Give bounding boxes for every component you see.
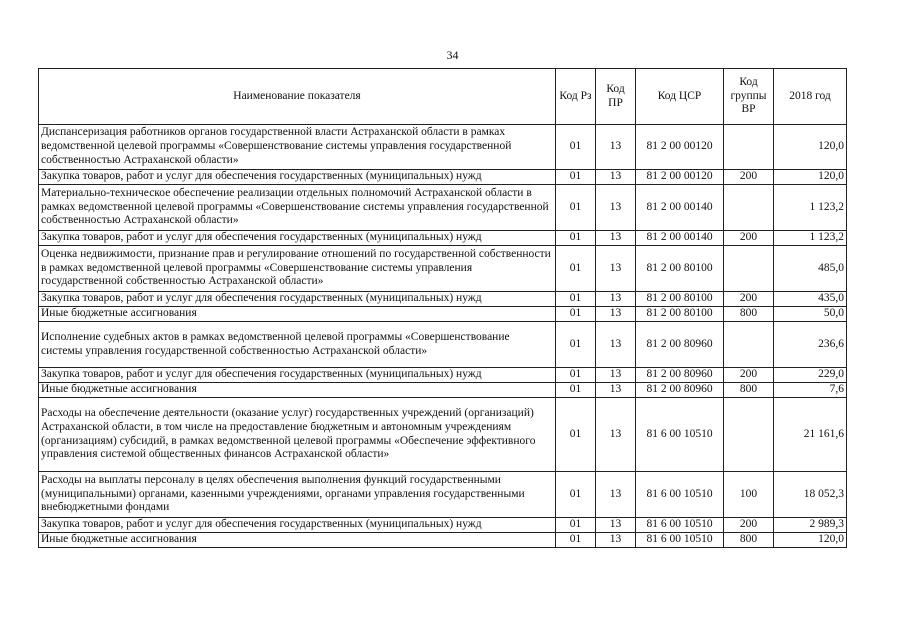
row-vr: 200 xyxy=(724,170,774,185)
budget-table xyxy=(38,68,847,548)
column-header-year: 2018 год xyxy=(774,69,847,125)
row-rz: 01 xyxy=(556,368,596,383)
row-csr: 81 2 00 80960 xyxy=(636,383,724,398)
row-name: Материально-техническое обеспечение реализации отдельных полномочий Астраханской области в рамках ведомственной целевой программы «Совершенствование системы управления государственной собственностью Астраханской области» xyxy=(39,185,556,231)
row-csr: 81 6 00 10510 xyxy=(636,472,724,518)
row-name: Исполнение судебных актов в рамках ведомственной целевой программы «Совершенствование системы управления государственной собственностью Астраханской области» xyxy=(39,322,556,368)
row-csr: 81 2 00 80100 xyxy=(636,307,724,322)
table-row xyxy=(39,185,847,231)
row-vr xyxy=(724,246,774,292)
row-sum: 1 123,2 xyxy=(774,231,847,246)
row-rz: 01 xyxy=(556,322,596,368)
row-name: Закупка товаров, работ и услуг для обеспечения государственных (муниципальных) нужд xyxy=(39,368,556,383)
row-sum: 485,0 xyxy=(774,246,847,292)
row-vr: 800 xyxy=(724,533,774,548)
row-sum: 2 989,3 xyxy=(774,518,847,533)
page-number: 34 xyxy=(446,48,459,62)
row-csr: 81 2 00 80100 xyxy=(636,292,724,307)
row-sum: 435,0 xyxy=(774,292,847,307)
row-pr: 13 xyxy=(596,518,636,533)
row-name: Закупка товаров, работ и услуг для обеспечения государственных (муниципальных) нужд xyxy=(39,518,556,533)
table-row xyxy=(39,398,847,472)
row-csr: 81 2 00 80960 xyxy=(636,322,724,368)
row-name: Диспансеризация работников органов государственной власти Астраханской области в рамках ведомственной целевой программы «Совершенствование системы управления государственной собственностью Астраханской области» xyxy=(39,125,556,170)
table-row xyxy=(39,472,847,518)
row-vr xyxy=(724,125,774,170)
row-sum: 236,6 xyxy=(774,322,847,368)
row-pr: 13 xyxy=(596,383,636,398)
table-row xyxy=(39,292,847,307)
row-sum: 21 161,6 xyxy=(774,398,847,472)
row-name: Расходы на обеспечение деятельности (оказание услуг) государственных учреждений (организаций) Астраханской области, в том числе на предоставление бюджетным и автономным учреждениям (организациям) субсидий, в рамках ведомственной целевой программы «Обеспечение эффективного управления системой общественных финансов Астраханской области» xyxy=(39,398,556,472)
row-csr: 81 2 00 00120 xyxy=(636,125,724,170)
row-pr: 13 xyxy=(596,170,636,185)
row-rz: 01 xyxy=(556,472,596,518)
row-name: Иные бюджетные ассигнования xyxy=(39,533,556,548)
row-vr: 200 xyxy=(724,518,774,533)
row-name: Закупка товаров, работ и услуг для обеспечения государственных (муниципальных) нужд xyxy=(39,170,556,185)
row-pr: 13 xyxy=(596,472,636,518)
row-name: Иные бюджетные ассигнования xyxy=(39,307,556,322)
table-row xyxy=(39,518,847,533)
row-rz: 01 xyxy=(556,246,596,292)
row-pr: 13 xyxy=(596,307,636,322)
column-header-rz: Код Рз xyxy=(556,69,596,125)
row-pr: 13 xyxy=(596,125,636,170)
row-pr: 13 xyxy=(596,231,636,246)
row-csr: 81 6 00 10510 xyxy=(636,533,724,548)
table-row xyxy=(39,383,847,398)
row-rz: 01 xyxy=(556,533,596,548)
row-pr: 13 xyxy=(596,398,636,472)
row-vr xyxy=(724,398,774,472)
row-pr: 13 xyxy=(596,292,636,307)
table-header-row xyxy=(39,69,847,125)
row-sum: 120,0 xyxy=(774,125,847,170)
row-sum: 18 052,3 xyxy=(774,472,847,518)
row-vr xyxy=(724,185,774,231)
row-vr: 200 xyxy=(724,368,774,383)
table-row xyxy=(39,231,847,246)
row-name: Расходы на выплаты персоналу в целях обеспечения выполнения функций государственными (муниципальными) органами, казенными учреждениями, органами управления государственными внебюджетными фондами xyxy=(39,472,556,518)
row-rz: 01 xyxy=(556,170,596,185)
column-header-vr: Код группы ВР xyxy=(724,69,774,125)
row-vr: 200 xyxy=(724,292,774,307)
column-header-pr: Код ПР xyxy=(596,69,636,125)
row-rz: 01 xyxy=(556,383,596,398)
table-row xyxy=(39,368,847,383)
row-sum: 229,0 xyxy=(774,368,847,383)
table-row xyxy=(39,533,847,548)
table-row xyxy=(39,125,847,170)
row-pr: 13 xyxy=(596,246,636,292)
row-pr: 13 xyxy=(596,368,636,383)
row-name: Закупка товаров, работ и услуг для обеспечения государственных (муниципальных) нужд xyxy=(39,292,556,307)
table-row xyxy=(39,246,847,292)
row-rz: 01 xyxy=(556,398,596,472)
row-sum: 120,0 xyxy=(774,533,847,548)
row-vr: 800 xyxy=(724,383,774,398)
row-pr: 13 xyxy=(596,322,636,368)
column-header-csr: Код ЦСР xyxy=(636,69,724,125)
row-name: Иные бюджетные ассигнования xyxy=(39,383,556,398)
row-name: Оценка недвижимости, признание прав и регулирование отношений по государственной собственности в рамках ведомственной целевой программы «Совершенствование системы управления государственной собственностью Астраханской области» xyxy=(39,246,556,292)
row-sum: 7,6 xyxy=(774,383,847,398)
table-row xyxy=(39,170,847,185)
row-sum: 50,0 xyxy=(774,307,847,322)
row-vr: 200 xyxy=(724,231,774,246)
table-row xyxy=(39,307,847,322)
row-csr: 81 2 00 80100 xyxy=(636,246,724,292)
row-csr: 81 2 00 00140 xyxy=(636,231,724,246)
row-rz: 01 xyxy=(556,292,596,307)
row-csr: 81 6 00 10510 xyxy=(636,518,724,533)
row-csr: 81 2 00 00140 xyxy=(636,185,724,231)
row-rz: 01 xyxy=(556,518,596,533)
row-csr: 81 2 00 00120 xyxy=(636,170,724,185)
row-rz: 01 xyxy=(556,231,596,246)
column-header-name: Наименование показателя xyxy=(39,69,556,125)
row-rz: 01 xyxy=(556,125,596,170)
row-pr: 13 xyxy=(596,185,636,231)
row-name: Закупка товаров, работ и услуг для обеспечения государственных (муниципальных) нужд xyxy=(39,231,556,246)
row-vr: 800 xyxy=(724,307,774,322)
table-row xyxy=(39,322,847,368)
row-sum: 120,0 xyxy=(774,170,847,185)
row-csr: 81 6 00 10510 xyxy=(636,398,724,472)
row-rz: 01 xyxy=(556,307,596,322)
row-rz: 01 xyxy=(556,185,596,231)
row-vr: 100 xyxy=(724,472,774,518)
row-csr: 81 2 00 80960 xyxy=(636,368,724,383)
row-sum: 1 123,2 xyxy=(774,185,847,231)
row-pr: 13 xyxy=(596,533,636,548)
row-vr xyxy=(724,322,774,368)
